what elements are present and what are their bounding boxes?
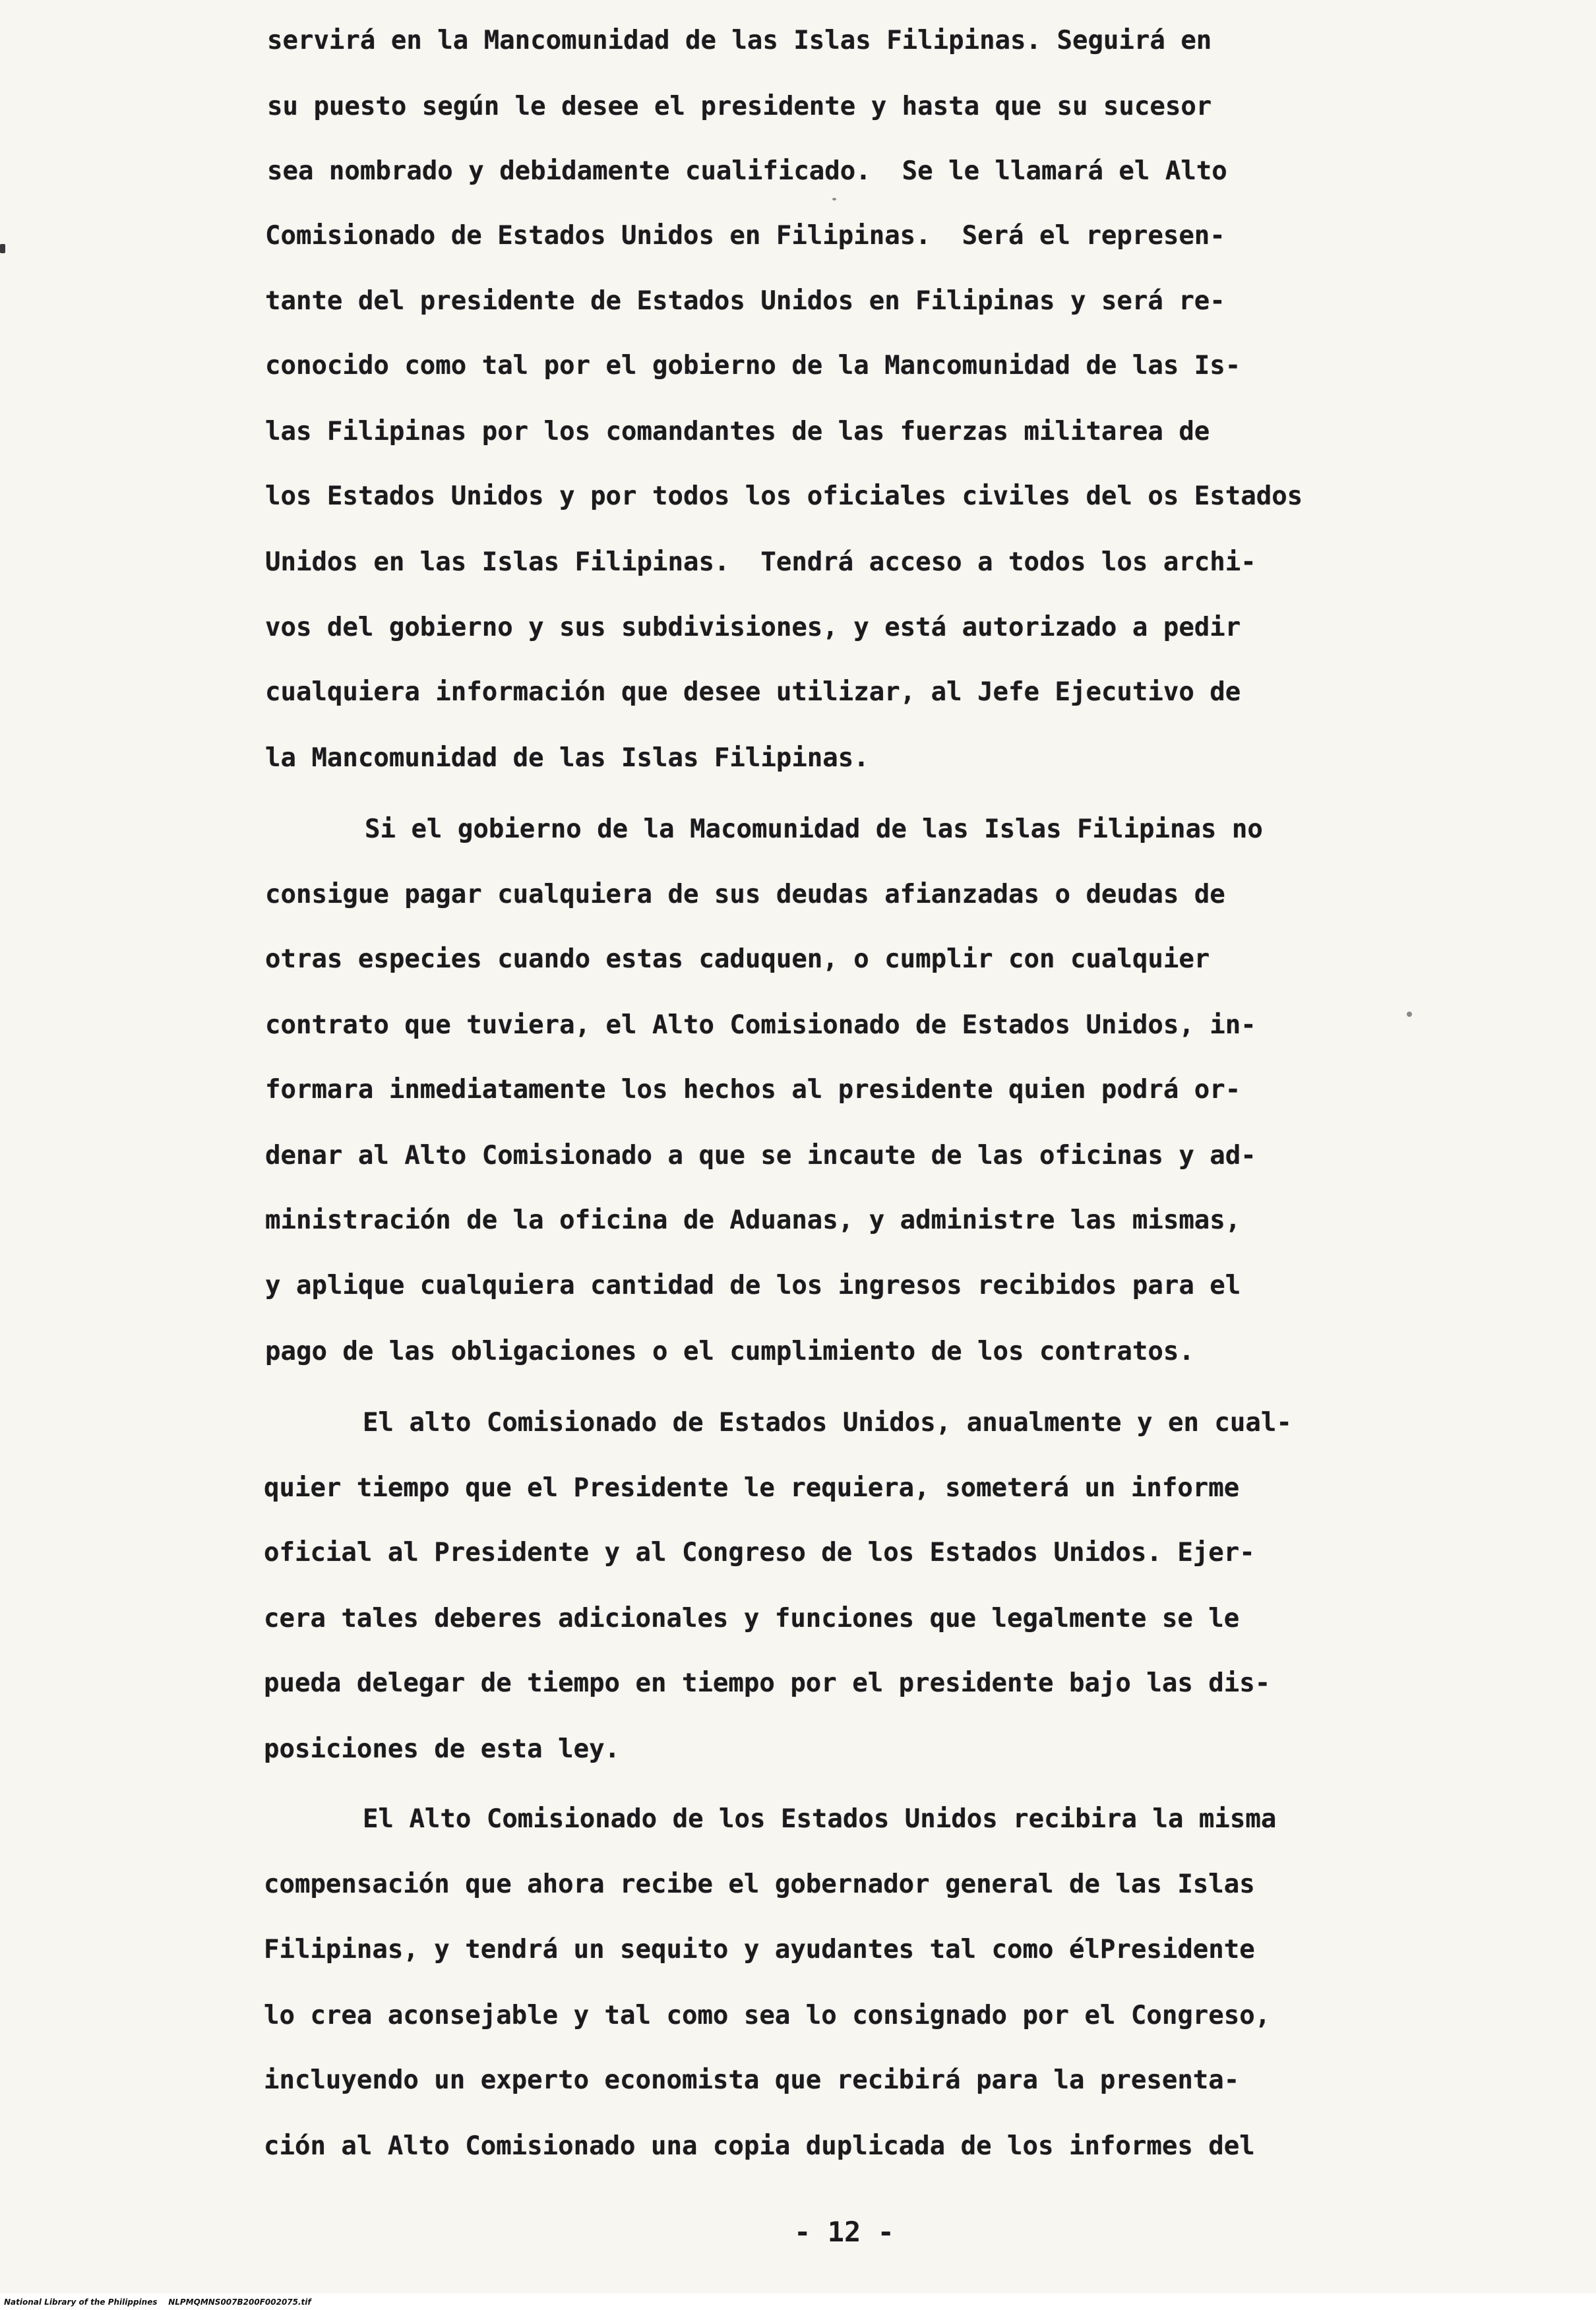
text-line: lo crea aconsejable y tal como sea lo consignado por el Congreso, — [264, 2001, 1271, 2030]
text-line: sea nombrado y debidamente cualificado. Se le llamará el Alto — [267, 156, 1227, 186]
paragraph-first-line: El alto Comisionado de Estados Unidos, anualmente y en cual- — [363, 1408, 1292, 1438]
text-line: pago de las obligaciones o el cumplimiento de los contratos. — [265, 1337, 1194, 1366]
page-edge-mark — [0, 244, 5, 253]
text-line: compensación que ahora recibe el gobernador general de las Islas — [264, 1869, 1255, 1899]
text-line: ministración de la oficina de Aduanas, y administre las mismas, — [265, 1205, 1241, 1235]
text-line: vos del gobierno y sus subdivisiones, y está autorizado a pedir — [265, 613, 1241, 642]
text-line: contrato que tuviera, el Alto Comisionado de Estados Unidos, in- — [265, 1010, 1256, 1040]
text-line: formara inmediatamente los hechos al presidente quien podrá or- — [265, 1075, 1241, 1105]
text-line: oficial al Presidente y al Congreso de los Estados Unidos. Ejer- — [264, 1538, 1255, 1567]
text-line: los Estados Unidos y por todos los oficiales civiles del os Estados — [265, 481, 1303, 511]
text-line: servirá en la Mancomunidad de las Islas Filipinas. Seguirá en — [267, 26, 1212, 55]
text-line: conocido como tal por el gobierno de la Mancomunidad de las Is- — [265, 351, 1241, 380]
text-line: cualquiera información que desee utilizar, al Jefe Ejecutivo de — [265, 677, 1241, 707]
text-line: ción al Alto Comisionado una copia duplicada de los informes del — [264, 2131, 1255, 2161]
paragraph-first-line: El Alto Comisionado de los Estados Unidos recibira la misma — [363, 1804, 1277, 1834]
text-line: consigue pagar cualquiera de sus deudas afianzadas o deudas de — [265, 880, 1225, 909]
text-line: Comisionado de Estados Unidos en Filipinas. Será el represen- — [265, 221, 1225, 251]
text-line: Unidos en las Islas Filipinas. Tendrá acceso a todos los archi- — [265, 547, 1256, 577]
scan-footer-caption: National Library of the Philippines NLPMQMNS007B200F002075.tif — [4, 2297, 311, 2307]
text-line: y aplique cualquiera cantidad de los ingresos recibidos para el — [265, 1271, 1241, 1300]
paragraph-first-line: Si el gobierno de la Macomunidad de las Islas Filipinas no — [365, 814, 1263, 844]
text-line: las Filipinas por los comandantes de las fuerzas militarea de — [265, 417, 1210, 446]
paper-speck — [1407, 1012, 1412, 1017]
text-line: tante del presidente de Estados Unidos en Filipinas y será re- — [265, 286, 1225, 316]
text-line: cera tales deberes adicionales y funciones que legalmente se le — [264, 1604, 1240, 1633]
text-line: quier tiempo que el Presidente le requiera, someterá un informe — [264, 1473, 1240, 1503]
text-line: posiciones de esta ley. — [264, 1734, 621, 1764]
text-line: Filipinas, y tendrá un sequito y ayudantes tal como élPresidente — [264, 1935, 1255, 1964]
text-line: su puesto según le desee el presidente y hasta que su sucesor — [267, 92, 1212, 121]
text-line: la Mancomunidad de las Islas Filipinas. — [265, 743, 869, 773]
page-number: - 12 - — [794, 2216, 894, 2248]
text-line: pueda delegar de tiempo en tiempo por el presidente bajo las dis- — [264, 1668, 1271, 1698]
text-line: incluyendo un experto economista que recibirá para la presenta- — [264, 2065, 1240, 2095]
text-line: otras especies cuando estas caduquen, o cumplir con cualquier — [265, 944, 1210, 974]
text-line: denar al Alto Comisionado a que se incaute de las oficinas y ad- — [265, 1141, 1256, 1170]
